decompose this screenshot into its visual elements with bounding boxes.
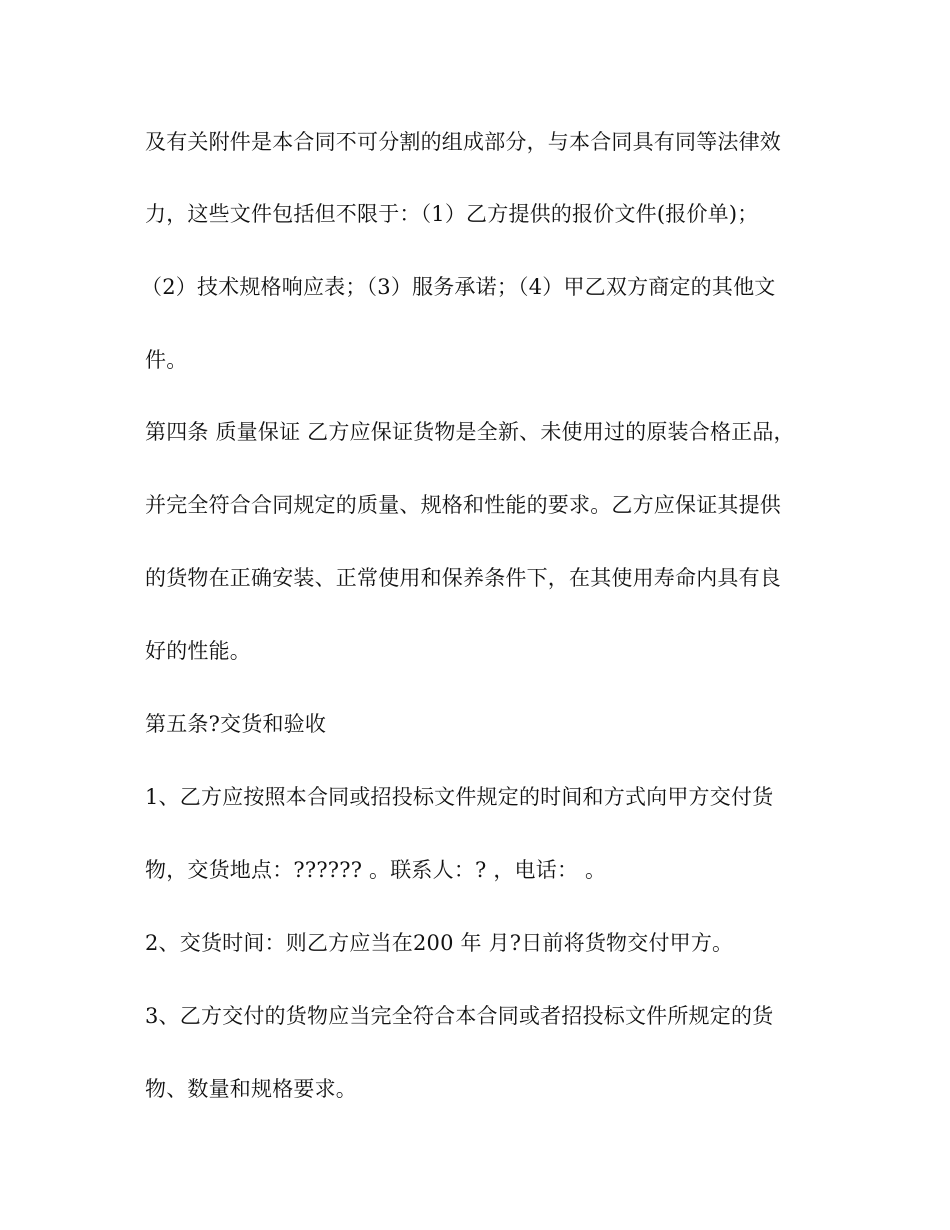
text-line: 的货物在正确安装、正常使用和保养条件下，在其使用寿命内具有良 [145, 566, 781, 590]
text-line: 好的性能。 [145, 639, 251, 663]
article-5-heading: 第五条?交货和验收 [145, 712, 327, 736]
text-line: 件。 [145, 348, 188, 372]
text-line: 力，这些文件包括但不限于：（1）乙方提供的报价文件(报价单)； [145, 202, 759, 226]
clause-2-line: 2、交货时间：则乙方应当在200 年 月?日前将货物交付甲方。 [145, 931, 734, 955]
text-line: 及有关附件是本合同不可分割的组成部分，与本合同具有同等法律效 [145, 130, 781, 154]
text-line: 物、数量和规格要求。 [145, 1077, 357, 1101]
text-line: 并完全符合合同规定的质量、规格和性能的要求。乙方应保证其提供 [145, 493, 781, 517]
text-line: （2）技术规格响应表；（3）服务承诺；（4）甲乙双方商定的其他文 [141, 275, 776, 299]
clause-3-line: 3、乙方交付的货物应当完全符合本合同或者招投标文件所规定的货 [145, 1004, 774, 1028]
text-line: 物，交货地点：?????? 。联系人：? ，电话： 。 [145, 858, 607, 882]
article-4-heading-line: 第四条 质量保证 乙方应保证货物是全新、未使用过的原装合格正品， [145, 420, 795, 444]
clause-1-line: 1、乙方应按照本合同或招投标文件规定的时间和方式向甲方交付货 [145, 785, 774, 809]
